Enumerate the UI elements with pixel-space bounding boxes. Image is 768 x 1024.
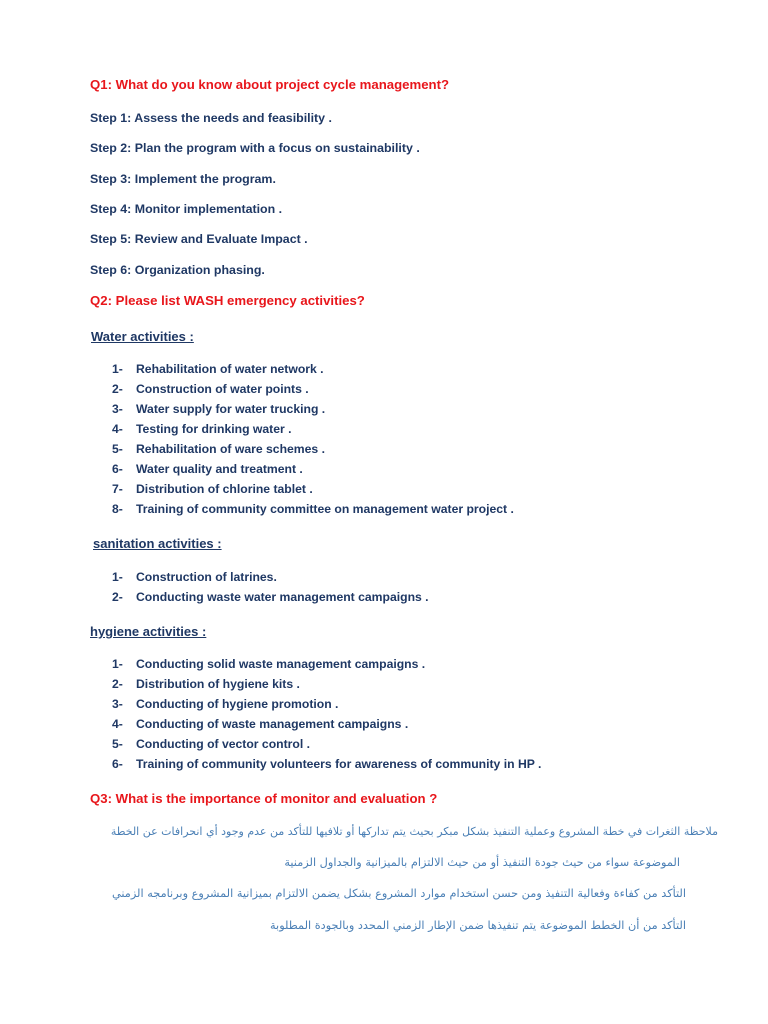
list-number: 7- bbox=[112, 482, 123, 496]
list-number: 5- bbox=[112, 442, 123, 456]
list-number: 6- bbox=[112, 462, 123, 476]
list-text: Distribution of chlorine tablet . bbox=[136, 482, 313, 496]
water-activities-list bbox=[0, 359, 768, 519]
list-number: 2- bbox=[112, 590, 123, 604]
list-number: 1- bbox=[112, 657, 123, 671]
list-item bbox=[0, 379, 768, 399]
list-item bbox=[0, 754, 768, 774]
q1-step-3: Step 3: Implement the program. bbox=[90, 172, 276, 186]
list-number: 2- bbox=[112, 382, 123, 396]
sanitation-activities-list bbox=[0, 567, 768, 607]
question-3: Q3: What is the importance of monitor and evaluation ? bbox=[90, 791, 438, 806]
question-1: Q1: What do you know about project cycle management? bbox=[90, 77, 450, 92]
q3-answer-line-4: التأكد من أن الخطط الموضوعة يتم تنفيذها ضمن الإطار الزمني المحدد وبالجودة المطلوبة bbox=[270, 919, 686, 932]
list-text: Construction of water points . bbox=[136, 382, 309, 396]
list-number: 8- bbox=[112, 502, 123, 516]
list-text: Conducting waste water management campaigns . bbox=[136, 590, 429, 604]
list-item bbox=[0, 734, 768, 754]
list-number: 1- bbox=[112, 362, 123, 376]
list-text: Construction of latrines. bbox=[136, 570, 277, 584]
list-text: Conducting of hygiene promotion . bbox=[136, 697, 339, 711]
q3-answer-line-1: ملاحظة الثغرات في خطة المشروع وعملية التنفيذ بشكل مبكر بحيث يتم تداركها أو تلافيها للتأكد من عدم وجود أي انحرافات عن الخطة bbox=[110, 825, 718, 838]
list-text: Water supply for water trucking . bbox=[136, 402, 326, 416]
list-number: 3- bbox=[112, 402, 123, 416]
q3-answer-line-2: الموضوعة سواء من حيث جودة التنفيذ أو من حيث الالتزام بالميزانية والجداول الزمنية bbox=[284, 856, 680, 869]
list-item bbox=[0, 359, 768, 379]
q3-answer-line-3: التأكد من كفاءة وفعالية التنفيذ ومن حسن استخدام موارد المشروع بشكل يضمن الالتزام بميزانية المشروع وبرنامجه الزمني bbox=[111, 887, 686, 900]
list-text: Conducting of waste management campaigns . bbox=[136, 717, 409, 731]
sanitation-activities-heading: sanitation activities : bbox=[93, 536, 222, 551]
list-item bbox=[0, 499, 768, 519]
q1-step-2: Step 2: Plan the program with a focus on sustainability . bbox=[90, 141, 420, 155]
q1-step-5: Step 5: Review and Evaluate Impact . bbox=[90, 232, 308, 246]
hygiene-activities-heading: hygiene activities : bbox=[90, 624, 207, 639]
list-item bbox=[0, 419, 768, 439]
list-number: 1- bbox=[112, 570, 123, 584]
list-item bbox=[0, 567, 768, 587]
list-number: 6- bbox=[112, 757, 123, 771]
list-text: Water quality and treatment . bbox=[136, 462, 303, 476]
list-item bbox=[0, 587, 768, 607]
water-activities-heading: Water activities : bbox=[91, 329, 194, 344]
list-text: Testing for drinking water . bbox=[136, 422, 292, 436]
list-text: Conducting of vector control . bbox=[136, 737, 311, 751]
list-item bbox=[0, 439, 768, 459]
list-number: 4- bbox=[112, 717, 123, 731]
list-text: Rehabilitation of water network . bbox=[136, 362, 324, 376]
list-text: Training of community volunteers for awareness of community in HP . bbox=[136, 757, 542, 771]
hygiene-activities-list bbox=[0, 654, 768, 774]
list-text: Distribution of hygiene kits . bbox=[136, 677, 300, 691]
list-item bbox=[0, 459, 768, 479]
question-2: Q2: Please list WASH emergency activities? bbox=[90, 293, 365, 308]
list-item bbox=[0, 399, 768, 419]
list-item bbox=[0, 714, 768, 734]
list-number: 5- bbox=[112, 737, 123, 751]
list-item bbox=[0, 654, 768, 674]
list-number: 3- bbox=[112, 697, 123, 711]
q1-step-4: Step 4: Monitor implementation . bbox=[90, 202, 283, 216]
list-item bbox=[0, 694, 768, 714]
q1-step-6: Step 6: Organization phasing. bbox=[90, 263, 265, 277]
list-item bbox=[0, 674, 768, 694]
q1-step-1: Step 1: Assess the needs and feasibility . bbox=[90, 111, 332, 125]
list-item bbox=[0, 479, 768, 499]
list-number: 4- bbox=[112, 422, 123, 436]
list-text: Rehabilitation of ware schemes . bbox=[136, 442, 325, 456]
list-text: Training of community committee on management water project . bbox=[136, 502, 514, 516]
list-number: 2- bbox=[112, 677, 123, 691]
list-text: Conducting solid waste management campaigns . bbox=[136, 657, 426, 671]
